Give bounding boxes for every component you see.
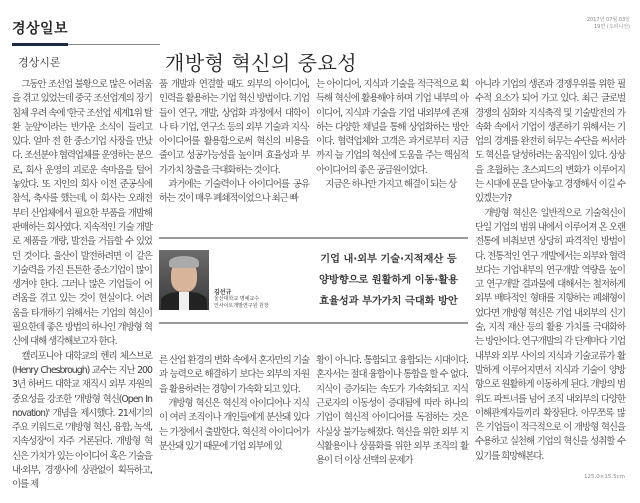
paragraph: 그동안 조선업 불황으로 많은 어려움을 겪고 있었는데 중국 조선업계의 장기 침체 우려 속에 '한국 조선업 세계1위 탈환 눈앞'이라는 반가운 소식이 들리고 있다. 얼마 전 한 중소기업 사장을 만났다. 조선분야 협력업체를 운영하는 분으로, 회사 운영의 괴로운 속마음을 털어 놓았다. 또 지인의 회사 이전 준공식에 참석, 축사를 했는데, 이 회사는 오래전부터 산업체에서 필요한 부품을 개발해 판매하는 회사였다. 지속적인 기술 개발로 제품을 개량, 발전을 거듭할 수 있었던 것이다. 울산이 발전하려면 이 같은 기술력을 가진 튼튼한 중소기업이 많이 생겨야 한다. 그러나 많은 기업들이 어려움을 겪고 있는 것이 현실이다. 어려움을 타개하기 위해서는 기업의 혁신이 필요한데 좋은 방법의 하나인 개방형 혁신에 대해 생각해보고자 한다.: [12, 79, 152, 348]
paragraph: 지금은 하나만 가지고 해결이 되는 상: [325, 179, 457, 191]
pull-quote-line: 기업 내·외부 기술·지적재산 등: [320, 253, 457, 265]
paragraph: 황이 아니다. 통합되고 융합되는 시대이다. 혼자서는 절대 융합이나 통합을 할 수 없다. 지식이 증가되는 속도가 가속화되고 지식근로자의 이동성이 증대됨에 따라 하나의 기업이 혁신적 아이디어를 독점하는 것은 사실상 불가능해졌다. 혁신을 위한 외부 지식활용이나 상품화를 위한 외부 조직의 활용이 더 이상 선택의 문제가: [316, 355, 468, 467]
paragraph: 는 아이디어, 지식과 기술을 적극적으로 획득해 혁신에 활용해야 하며 기업 내부의 아이디어, 지식과 기술을 기업 내외부에 존재하는 다양한 채널을 통해 상업화하는 방안이다. 협력업체와 고객은 과거로부터 지금까지 늘 기업의 혁신에 도움을 주는 핵심적 아이디어의 좋은 공급원이었다.: [316, 79, 468, 176]
pull-quote-line: 효율성과 부가가치 극대화 방안: [319, 295, 458, 307]
paragraph: 개방형 혁신은 혁신적 아이디어나 지식이 여러 조직이나 개인들에게 분산돼 있다는 가정에서 출발한다. 혁신적 아이디어가 분산돼 있기 때문에 기업 외부에 있: [159, 397, 309, 452]
author-box: [159, 237, 468, 324]
author-title: 인사이트개발연구원 원장: [214, 303, 269, 310]
article-column-2-top: [159, 78, 309, 207]
article-title: 개방형 혁신의 중요성: [165, 51, 358, 75]
paragraph: 른 산업 환경의 변화 속에서 혼자만의 기술과 능력으로 해결하기 보다는 외부의 자원을 활용하려는 경향이 가속화 되고 있다.: [159, 355, 309, 395]
paragraph: 과거에는 기술력이나 아이디어를 공유하는 것이 매우 폐쇄적이었으나 최근 빠: [159, 179, 309, 205]
page-number: 19면 (오피니언): [593, 24, 630, 30]
paragraph: 아니라 기업의 생존과 경쟁우위를 위한 필수적 요소가 되어 가고 있다. 최근 글로벌 경쟁의 심화와 지식축적 및 기술발전의 가속화 속에서 기업이 생존하기 위해서는 기업의 경계를 완전히 허무는 수단을 써서라도 혁신을 달성하려는 움직임이 있다. 상상을 초월하는 초스피드의 변화가 이루어지는 시대에 문을 닫아놓고 경쟁해서 이길 수 있겠는가?: [475, 79, 625, 205]
author-title: 울산대학교 명예교수: [214, 296, 260, 303]
newspaper-logo: 경상일보: [12, 21, 69, 37]
author-name: 김선규: [214, 289, 232, 297]
article-column-3-top: [316, 78, 468, 192]
author-caption: [214, 289, 269, 310]
section-label: 경상시론: [18, 56, 61, 69]
divider-bottom: [159, 322, 468, 324]
pull-quote: [309, 249, 468, 312]
author-photo: [159, 250, 209, 310]
article-column-2-bottom: [159, 354, 309, 454]
paragraph: 품 개발과 연결할 때도 외부의 아이디어, 인력을 활용하는 기업 혁신 방법이다. 기업들이 연구, 개발, 상업화 과정에서 대학이나 타 기업, 연구소 등의 외부 기술과 지식·아이디어를 활용함으로써 혁신의 비용을 줄이고 성공가능성을 높이며 효율성과 부가가치 창출을 극대화하는 것이다.: [159, 79, 309, 176]
author-block: [159, 250, 309, 310]
article-column-1: [12, 78, 152, 493]
paragraph: 캘리포니아 대학교의 헨리 체스브로(Henry Chesbrough) 교수는 지난 2003년 하버드 대학교 재직시 외부 자원의 중요성을 강조한 '개방형 혁신(Open Innovation)' 개념을 제시했다. 21세기의 주요 키워드로 '개방형 혁신, 융합, 녹색, 지속성장'이 자주 거론된다. 개방형 혁신은 가치가 있는 아이디어 혹은 기술을 내·외부, 경쟁사에 상관없이 획득하고, 이를 제: [12, 350, 152, 491]
publish-date: 2017년 07월 03일: [586, 17, 630, 23]
pull-quote-line: 양방향으로 원활하게 이동·활용: [319, 274, 458, 286]
article-column-4: [475, 78, 625, 484]
article-column-3-bottom: [316, 354, 468, 468]
author-row: [159, 239, 468, 322]
paragraph: 개방형 혁신은 일반적으로 기술혁신이 단일 기업의 범위 내에서 이루어져 온 오랜 전통에 비춰보면 상당히 파격적인 방법이다. 전통적인 연구 개발에서는 외부와 협력보다는 기업내부의 연구개발 역량을 높이고 연구개발 결과물에 대해서는 철저하게 외부 배타적인 형태를 지향하는 폐쇄형이었다면 개방형 혁신은 기업 내외부의 신기술, 지적 재산 등의 활용 가치를 극대화하는 방안이다. 연구개발의 각 단계마다 기업내부와 외부 사이의 지식과 기술교류가 활발하게 이루어지면서 지식과 기술이 양방향으로 원활하게 이동하게 된다. 개방의 범위도 파트너를 넘어 조직 내외부의 다양한 이해관계자들끼리 확장된다. 아무쪼록 많은 기업들이 적극적으로 이 개방형 혁신을 수용하고 실천해 기업의 혁신을 성취할 수 있기를 희망해본다.: [475, 207, 625, 462]
article-size: 125.0×15.5cm: [584, 474, 625, 481]
